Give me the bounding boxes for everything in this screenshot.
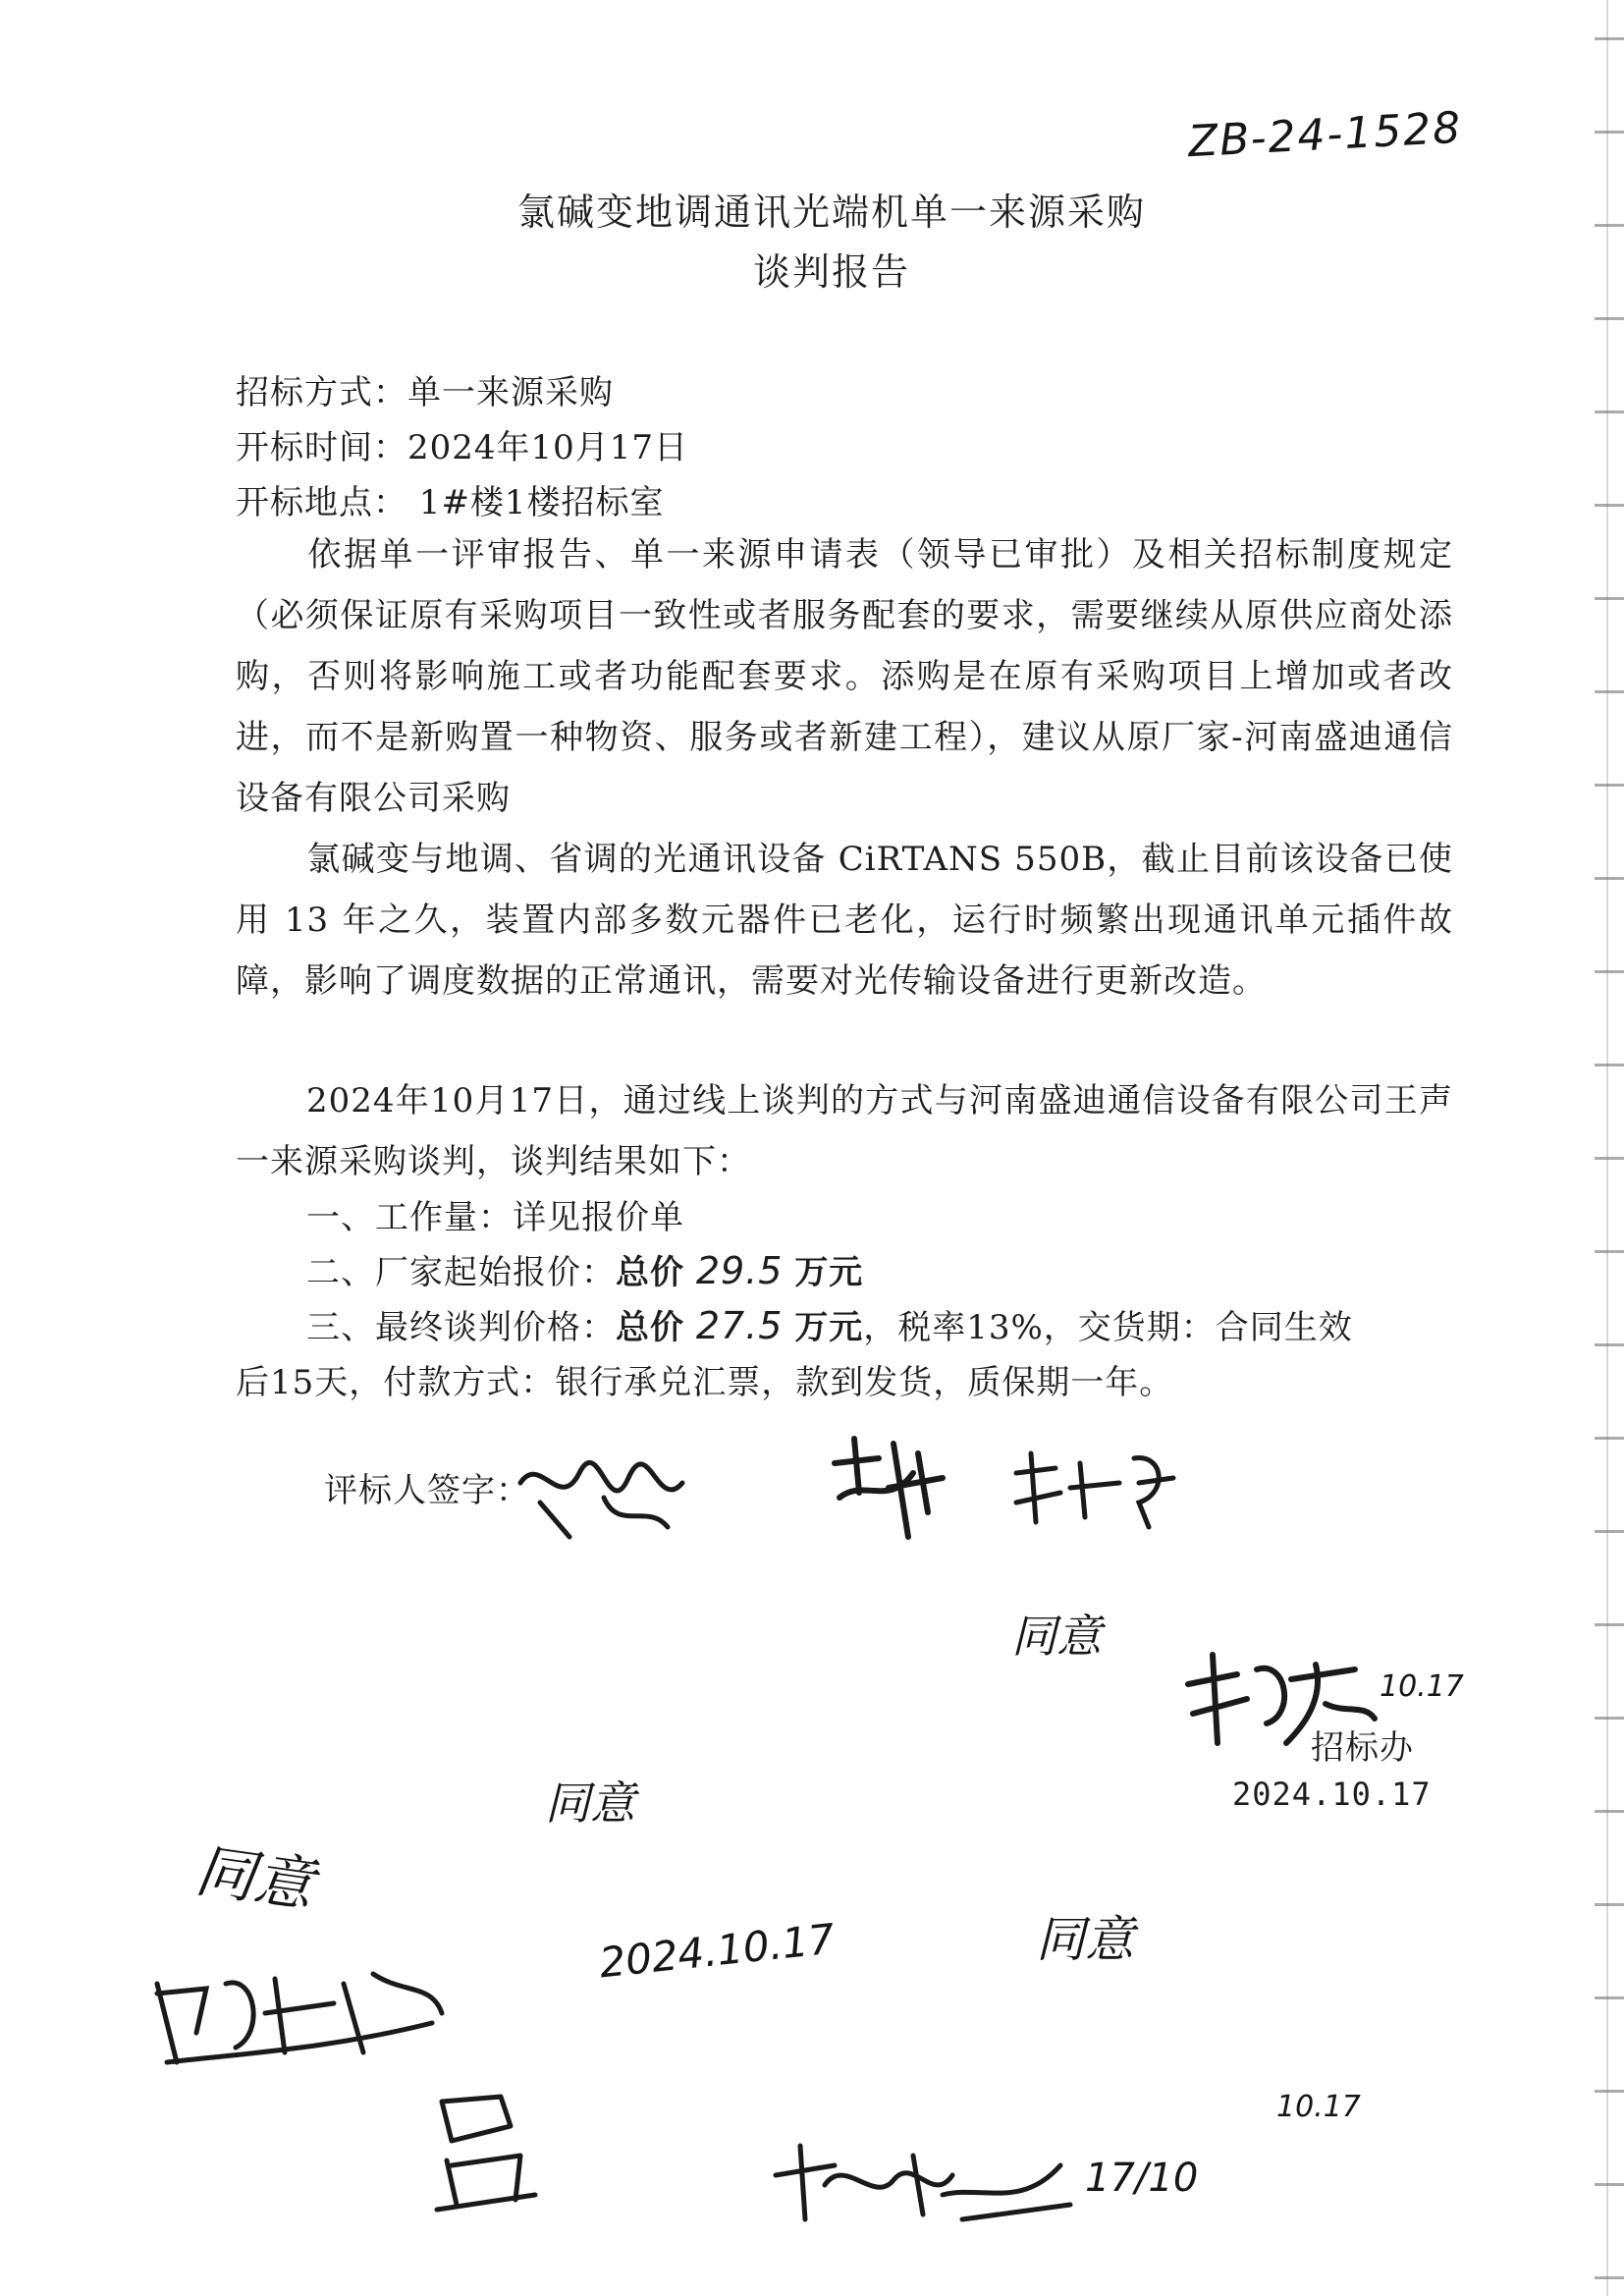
bid-opening-time: 开标时间：2024年10月17日 <box>236 428 689 467</box>
handwritten-agree-3: 同意 <box>1036 1911 1134 1968</box>
paragraph-basis-text: 依据单一评审报告、单一来源申请表（领导已审批）及相关招标制度规定（必须保证原有采购项目一致性或者服务配套的要求，需要继续从原供应商处添购，否则将影响施工或者功能配套要求。添购是在原有采购项目上增加或者改进，而不是新购置一种物资、服务或者新建工程），建议从原厂家-河南盛迪通信设备有限公司采购 <box>236 535 1453 818</box>
paragraph-equipment <box>236 829 1453 1011</box>
bidding-method: 招标方式：单一来源采购 <box>236 373 614 412</box>
bid-opening-place: 开标地点： 1#楼1楼招标室 <box>236 483 665 522</box>
final-price-terms: ，税率13%，交货期：合同生效 <box>863 1308 1353 1347</box>
item-final-price <box>306 1300 1353 1348</box>
scan-edge-artifact <box>1595 0 1624 2296</box>
signature-1 <box>511 1444 707 1552</box>
signature-7 <box>766 2126 1080 2234</box>
handwritten-date-4: 17/10 <box>1085 2156 1199 2201</box>
final-price-total-label: 总价 <box>616 1308 684 1347</box>
document-number: ZB-24-1528 <box>1186 102 1464 168</box>
paragraph-equipment-text: 氯碱变与地调、省调的光通讯设备 CiRTANS 550B，截止目前该设备已使用 13 年之久，装置内部多数元器件已老化，运行时频繁出现通讯单元插件故障，影响了调度数据的正常通讯，需要对光传输设备进行更新改造。 <box>236 840 1453 1001</box>
final-price-value: 27.5 <box>695 1304 784 1347</box>
bidding-office-name: 招标办 <box>1311 1728 1414 1768</box>
signature-2 <box>820 1419 957 1557</box>
document-title: 氯碱变地调通讯光端机单一来源采购 <box>516 191 1146 234</box>
initial-quote-value: 29.5 <box>695 1249 784 1292</box>
paragraph-negotiation <box>236 1070 1453 1192</box>
signature-3 <box>1001 1434 1188 1542</box>
final-price-unit: 万元 <box>794 1308 864 1347</box>
final-price-terms-continued: 后15天，付款方式：银行承兑汇票，款到发货，质保期一年。 <box>236 1363 1174 1402</box>
signature-6 <box>422 2082 550 2219</box>
document-subtitle: 谈判报告 <box>752 250 910 294</box>
bidding-office-date: 2024.10.17 <box>1232 1776 1432 1813</box>
initial-quote-label: 二、厂家起始报价： <box>306 1253 616 1292</box>
final-price-label: 三、最终谈判价格： <box>306 1308 616 1347</box>
initial-quote-unit: 万元 <box>794 1253 864 1292</box>
item-initial-quote <box>306 1245 863 1293</box>
paragraph-basis <box>236 524 1453 829</box>
handwritten-agree-2: 同意 <box>545 1777 635 1830</box>
item-workload: 一、工作量：详见报价单 <box>306 1198 684 1237</box>
signature-5 <box>137 1954 452 2082</box>
paragraph-negotiation-text: 2024年10月17日，通过线上谈判的方式与河南盛迪通信设备有限公司王声一来源采购谈判，谈判结果如下： <box>236 1081 1453 1181</box>
handwritten-date-2: 2024.10.17 <box>597 1914 838 1988</box>
initial-quote-total-label: 总价 <box>616 1253 684 1292</box>
handwritten-agree-4: 同意 <box>191 1835 318 1921</box>
handwritten-agree-1: 同意 <box>1011 1610 1102 1663</box>
evaluator-signature-label: 评标人签字： <box>324 1471 530 1510</box>
handwritten-date-1: 10.17 <box>1380 1669 1464 1704</box>
handwritten-date-3: 10.17 <box>1276 2090 1361 2124</box>
